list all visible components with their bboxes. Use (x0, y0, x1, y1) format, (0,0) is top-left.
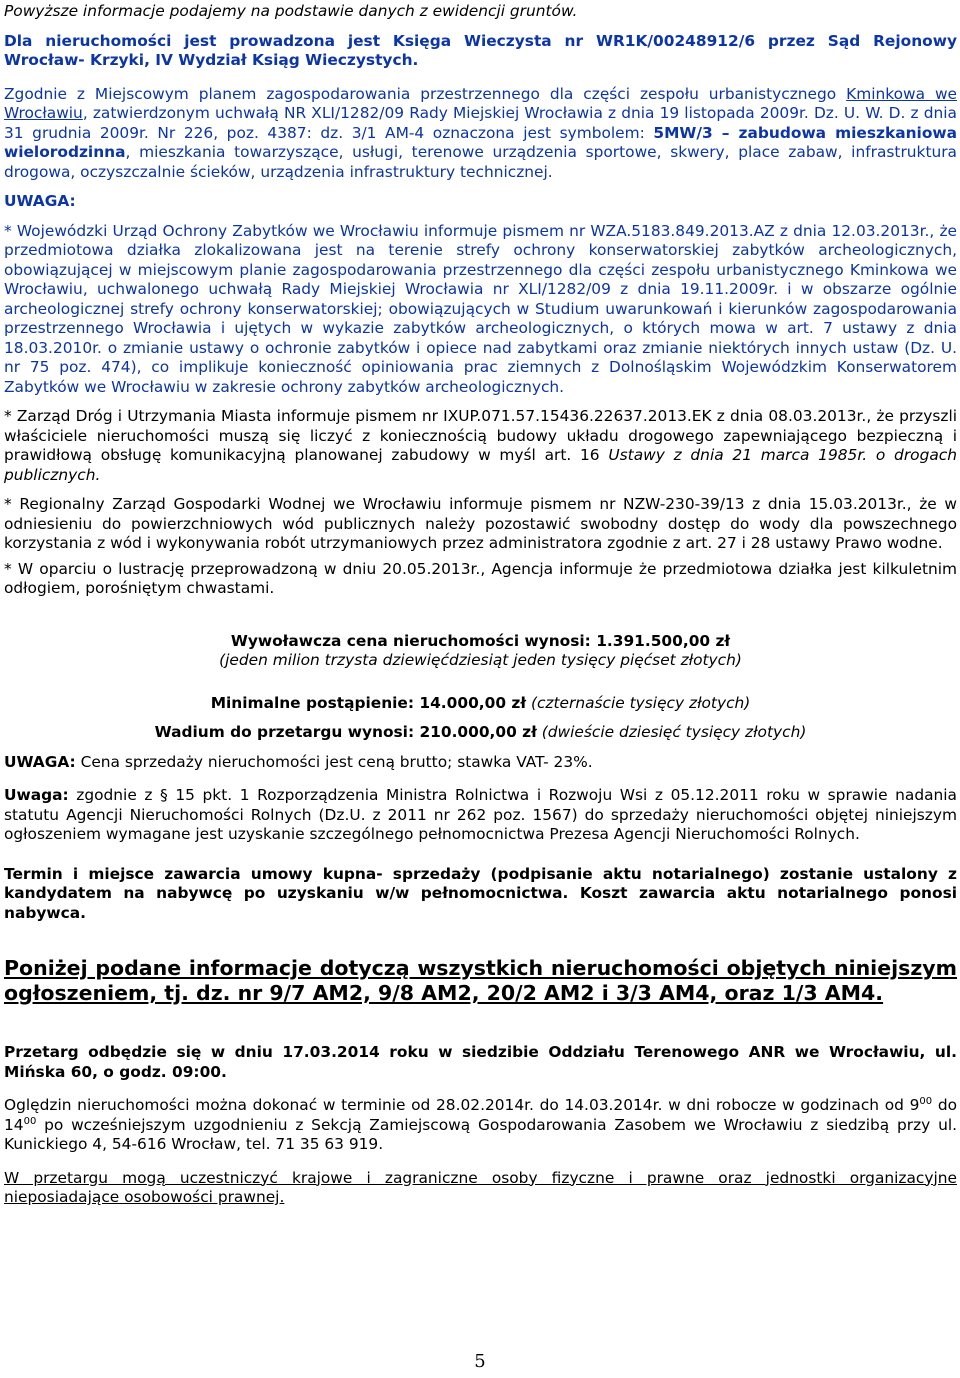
vat-note (4, 753, 957, 773)
authorization-note (4, 786, 957, 845)
vat-text: Cena sprzedaży nieruchomości jest ceną brutto; stawka VAT- 23%. (75, 752, 593, 771)
properties-heading: Poniżej podane informacje dotyczą wszystkich nieruchomości objętych niniejszym ogłoszeniem, tj. dz. nr 9/7 AM2, 9/8 AM2, 20/2 AM2 i 3/3 AM4, oraz 1/3 AM4. (4, 956, 957, 1005)
authorization-text: zgodnie z § 15 pkt. 1 Rozporządzenia Ministra Rolnictwa i Rozwoju Wsi z 05.12.2011 roku w sprawie nadania statutu Agencji Nieruchomości Rolnych (Dz.U. z 2011 nr 262 poz. 1567) do sprzedaży nieruchomości objętej niniejszym ogłoszeniem wymagane jest uzyskanie szczególnego pełnomocnictwa Prezesa Agencji Nieruchomości Rolnych. (4, 786, 957, 843)
inspection-text-1: Oględzin nieruchomości można dokonać w terminie od 28.02.2014r. do 14.03.2014r. w dni robocze w godzinach od 9 (4, 1096, 920, 1114)
land-register-paragraph: Dla nieruchomości jest prowadzona jest Księga Wieczysta nr WR1K/00248912/6 przez Sąd Rejonowy Wrocław- Krzyki, IV Wydział Ksiąg Wieczystych. (4, 31, 957, 69)
deposit (4, 723, 957, 743)
starting-price: Wywoławcza cena nieruchomości wynosi: 1.391.500,00 zł (230, 631, 731, 650)
inspection-text-2: do 14 (4, 1096, 958, 1134)
zoning-plan-paragraph (4, 85, 957, 183)
notice-roads-text: * Zarząd Dróg i Utrzymania Miasta informuje pismem nr IXUP.071.57.15436.22637.2013.EK z dnia 08.03.2013r., że przyszli właściciele nieruchomości muszą się liczyć z koniecznością budowy układu drogowego zapewniającego bezpieczną i prawidłową obsługę komunikacyjną planowanej zabudowy w myśl art. 16 (4, 407, 957, 464)
zoning-text-3: , mieszkania towarzyszące, usługi, terenowe urządzenia sportowe, skwery, place zabaw, infrastruktura drogowa, oczyszczalnie ścieków, urządzenia infrastruktury technicznej. (4, 143, 957, 181)
zoning-plan-link[interactable]: Kminkowa we Wrocławiu (4, 84, 957, 122)
deposit-label: Wadium do przetargu wynosi: 210.000,00 zł (154, 723, 537, 741)
notice-water: * Regionalny Zarząd Gospodarki Wodnej we Wrocławiu informuje pismem nr NZW-230-39/13 z dnia 15.03.2013r., że w odniesieniu do powierzchniowych wód publicznych należy pozostawić swobodny dostęp do wody dla powszechnego korzystania z wód i wykonywania robót utrzymaniowych przez administratora zgodnie z art. 27 i 28 ustawy Prawo wodne. (4, 495, 957, 552)
notice-roads-act: Ustawy z dnia 21 marca 1985r. o drogach publicznych. (4, 446, 957, 484)
uwaga-heading: UWAGA: (4, 192, 76, 210)
auction-date: Przetarg odbędzie się w dniu 17.03.2014 roku w siedzibie Oddziału Terenowego ANR we Wrocławiu, ul. Mińska 60, o godz. 09:00. (4, 1043, 957, 1081)
intro-note: Powyższe informacje podajemy na podstawie danych z ewidencji gruntów. (4, 2, 578, 20)
zoning-text-2: , zatwierdzonym uchwałą NR XLI/1282/09 Rady Miejskiej Wrocławia z dnia 19 listopada 2009r. Dz. U. W. D. z dnia 31 grudnia 2009r. Nr 226, poz. 4387: dz. 3/1 AM-4 oznaczona jest symbolem: (4, 104, 957, 142)
contract-terms: Termin i miejsce zawarcia umowy kupna- sprzedaży (podpisanie aktu notarialnego) zostanie ustalony z kandydatem na nabywcę po uzyskaniu w/w pełnomocnictwa. Koszt zawarcia aktu notarialnego ponosi nabywca. (4, 864, 957, 922)
minimum-bid-step (4, 694, 957, 714)
starting-price-words: (jeden milion trzysta dziewięćdziesiąt jeden tysięcy pięćset złotych) (219, 651, 742, 669)
inspection-info (4, 1096, 957, 1155)
page-number: 5 (474, 1351, 486, 1372)
notice-inspection: * W oparciu o lustrację przeprowadzoną w dniu 20.05.2013r., Agencja informuje że przedmiotowa działka jest kilkuletnim odłogiem, porośniętym chwastami. (4, 559, 957, 597)
inspection-sup-1: 00 (919, 1095, 933, 1107)
inspection-sup-2: 00 (23, 1115, 37, 1127)
minimum-bid-label: Minimalne postąpienie: 14.000,00 zł (210, 693, 527, 712)
notice-roads (4, 407, 957, 485)
zoning-text-1: Zgodnie z Miejscowym planem zagospodarowania przestrzennego dla części zespołu urbanistycznego (4, 84, 847, 103)
deposit-words: (dwieście dziesięć tysięcy złotych) (536, 723, 807, 741)
vat-label: UWAGA: (4, 752, 76, 771)
minimum-bid-words: (czternaście tysięcy złotych) (526, 693, 751, 712)
inspection-text-3: po wcześniejszym uzgodnieniu z Sekcją Zamiejscową Gospodarowania Zasobem we Wrocławiu z siedzibą przy ul. Kunickiego 4, 54-616 Wrocław, tel. 71 35 63 919. (4, 1115, 957, 1153)
notice-monuments: * Wojewódzki Urząd Ochrony Zabytków we Wrocławiu informuje pismem nr WZA.5183.849.2013.AZ z dnia 12.03.2013r., że przedmiotowa działka zlokalizowana jest na terenie strefy ochrony konserwatorskiej zabytków archeologicznych, obowiązującej w miejscowym planie zagospodarowania przestrzennego dla części zespołu urbanistycznego Kminkowa we Wrocławiu, uchwalonego uchwałą Rady Miejskiej Wrocławia nr XLI/1282/09 z dnia 19.11.2009r. i w obszarze ogólnie archeologicznej strefy ochrony konserwatorskiej; obowiązujących w Studium uwarunkowań i kierunków zagospodarowania przestrzennego Wrocławia i ujętych w wykazie zabytków archeologicznych, o których mowa w art. 7 ustawy z dnia 18.03.2010r. o zmianie ustawy o ochronie zabytków i opiece nad zabytkami oraz zmianie niektórych innych ustaw (Dz. U. nr 75 poz. 474), co implikuje konieczność opiniowania prac ziemnych z Dolnośląskim Wojewódzkim Konserwatorem Zabytków we Wrocławiu w zakresie ochrony zabytków archeologicznych. (4, 221, 957, 396)
authorization-label: Uwaga: (4, 786, 69, 804)
participants-note: W przetargu mogą uczestniczyć krajowe i zagraniczne osoby fizyczne i prawne oraz jednostki organizacyjne nieposiadające osobowości prawnej. (4, 1168, 957, 1206)
zoning-symbol: 5MW/3 – zabudowa mieszkaniowa wielorodzinna (4, 123, 958, 161)
